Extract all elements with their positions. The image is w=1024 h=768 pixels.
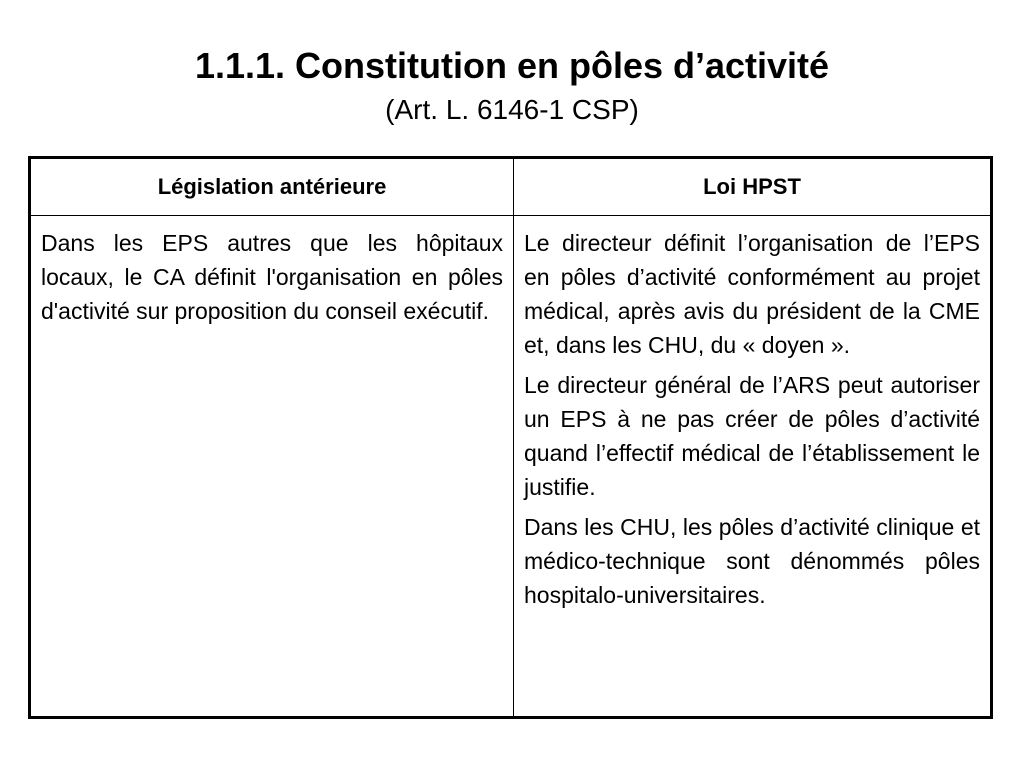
cell-hpst-law bbox=[514, 216, 992, 718]
header-hpst-law: Loi HPST bbox=[514, 158, 992, 216]
paragraph-previous-legislation: Dans les EPS autres que les hôpitaux locaux, le CA définit l'organisation en pôles d'activité sur proposition du conseil exécutif. bbox=[41, 230, 503, 324]
paragraph-hpst-chu-poles: Dans les CHU, les pôles d’activité clinique et médico-technique sont dénommés pôles hospitalo-universitaires. bbox=[524, 514, 980, 608]
comparison-table bbox=[28, 156, 993, 719]
header-previous-legislation: Législation antérieure bbox=[30, 158, 514, 216]
slide-subtitle: (Art. L. 6146-1 CSP) bbox=[385, 94, 639, 125]
paragraph-hpst-organisation: Le directeur définit l’organisation de l’EPS en pôles d’activité conformément au projet médical, après avis du président de la CME et, dans les CHU, du « doyen ». bbox=[524, 230, 980, 358]
table-header-row bbox=[30, 158, 992, 216]
paragraph-hpst-ars-authorisation: Le directeur général de l’ARS peut autoriser un EPS à ne pas créer de pôles d’activité quand l’effectif médical de l’établissement le justifie. bbox=[524, 372, 980, 500]
slide-title: 1.1.1. Constitution en pôles d’activité bbox=[194, 45, 830, 86]
cell-previous-legislation bbox=[30, 216, 514, 718]
table-row bbox=[30, 216, 992, 718]
